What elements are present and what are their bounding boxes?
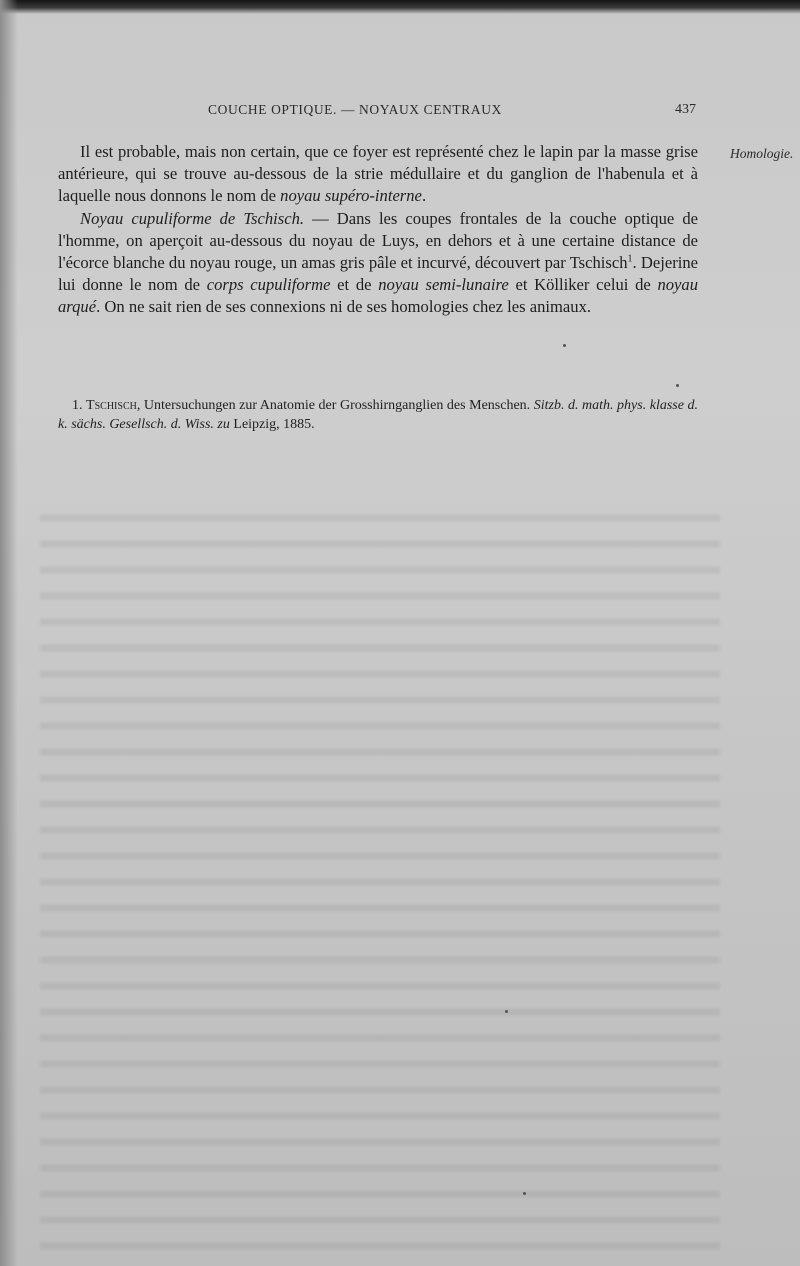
footnote: [58, 396, 698, 434]
term-noyau-semi-lunaire: noyau semi-lunaire: [378, 275, 509, 295]
paragraph-2: [58, 208, 698, 319]
paper-speck: [505, 1010, 508, 1013]
footnote-number: 1.: [72, 398, 87, 413]
paragraph-2-part-4: et Kölliker celui de: [508, 275, 658, 295]
footnote-journal: Sitzb. d. math. phys. klasse d. k. sächs. Gesellsch. d. Wiss. zu: [58, 398, 699, 432]
footnote-reference: 1: [627, 253, 633, 265]
paragraph-1-end: .: [421, 186, 427, 206]
paragraph-2-part-5: . On ne sait rien de ses connexions ni de ses homologies chez les animaux.: [96, 297, 592, 317]
page-number: 437: [675, 102, 696, 117]
paper-speck: [523, 1192, 526, 1195]
paragraph-2-part-1: — Dans les coupes frontales de la couche optique de l'homme, on aperçoit au-dessous du noyau de Luys, en dehors et à une certaine distance de l'écorce blanche du noyau rouge, un amas gris pâle et incurvé, découvert par Tschisch: [58, 208, 698, 273]
term-corps-cupuliforme: corps cupuliforme: [206, 275, 331, 295]
show-through-text: [40, 500, 720, 1260]
term-noyau-arque: noyau arqué: [58, 275, 698, 317]
paragraph-1-text: Il est probable, mais non certain, que ce foyer est représenté chez le lapin par la masse grise antérieure, qui se trouve au-dessous de la strie médullaire et du ganglion de l'habenula et à laquelle nous donnons le nom de: [58, 142, 698, 206]
paragraph-2-part-3: et de: [330, 275, 379, 295]
term-noyau-supero-interne: noyau supéro-interne: [280, 186, 422, 206]
running-head: COUCHE OPTIQUE. — NOYAUX CENTRAUX: [208, 102, 502, 117]
page-left-shadow: [0, 0, 18, 1266]
footnote-publication: Leipzig, 1885.: [229, 417, 315, 432]
page-header: [60, 102, 696, 122]
paper-speck: [563, 344, 566, 347]
margin-note: Homologie.: [730, 146, 794, 161]
main-text: [58, 141, 698, 319]
paragraph-2-part-2: . Dejerine lui donne le nom de: [58, 253, 698, 295]
footnote-title: , Untersuchungen zur Anatomie der Grosshirnganglien des Menschen.: [136, 398, 534, 413]
paper-speck: [676, 384, 679, 387]
paragraph-1: [58, 141, 698, 208]
page-top-shadow: [0, 0, 800, 14]
footnote-author: Tschisch: [86, 398, 137, 413]
section-heading: Noyau cupuliforme de Tschisch.: [80, 208, 305, 228]
footnote-1: [58, 396, 698, 434]
